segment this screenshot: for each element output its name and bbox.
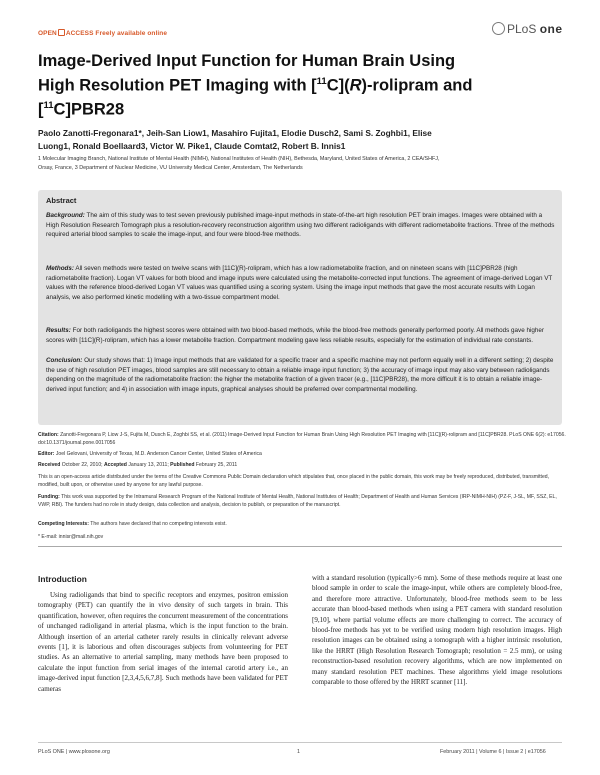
affiliation-line-2: Orsay, France, 3 Department of Nuclear Medicine, VU University Medical Center, Amsterdam, The Netherlands [38,165,303,172]
footer-divider [38,742,562,743]
intro-left-paragraph: Using radioligands that bind to specific receptors and enzymes, positron emission tomography (PET) can quantify the in vivo density of such targets in brain. This quantification, however, often requires the concurrent measurement of the concentrations of unchanged radioligand in arterial plasma, which is the input function to the brain. Although insertion of an arterial catheter rarely results in clinically relevant adverse events [1], it is laborious and often discourages subjects from volunteering for PET studies. As an alternative to arterial sampling, many methods have been proposed to calculate the input function from serial images of the internal carotid artery i.e., an image-derived input function [2,3,4,5,6,7,8]. Such methods have been validated for PET cameras [38,591,288,693]
introduction-heading: Introduction [38,574,87,584]
citation-label: Citation: [38,432,59,438]
affiliations [38,155,568,174]
funding [38,494,568,509]
open-access-text: ACCESS Freely available online [65,30,168,37]
logo-one: one [539,22,563,36]
abstract-results [46,326,556,345]
abstract-methods [46,264,556,302]
funding-text: This work was supported by the Intramural Research Program of the National Institute of Mental Health, National Institutes of Health; Department of Health and Human Services (IRP-NIMH-NIH) (PZ-F, J-SL, MF, SSZ, EL, VWP, RBI). The funders had no role in study design, data collection and analysis, decision to publish, or preparation of the manuscript. [38,494,557,508]
open-access-banner [38,29,167,37]
intro-right-column [312,573,562,687]
conclusion-label: Conclusion: [46,357,83,364]
citation-text: Zanotti-Fregonara P, Liow J-S, Fujita M, Dusch E, Zoghbi SS, et al. (2011) Image-Derived Input Function for Human Brain Using High Resolution PET Imaging with [11C](R)-rolipram and [11C]PBR28. PLoS ONE 6(2): e17056. doi:10.1371/journal.pone.0017056 [38,432,566,446]
abstract-heading: Abstract [46,196,77,205]
open-lock-icon [58,29,65,36]
title-line-1: Image-Derived Input Function for Human Brain Using [38,52,456,70]
background-text: The aim of this study was to test seven previously published image-input methods in state-of-the-art high resolution PET brain images. Images were obtained with a High Resolution Research Tomograph plus a resolution-recovery reconstruction algorithm using two different radioligands with different radiometabolite fractions. Three of the methods required arterial blood samples to scale the image-input, and four were blood-free methods. [46,212,555,239]
affiliation-line-1: 1 Molecular Imaging Branch, National Institute of Mental Health (NIMH), National Institutes of Health (NIH), Bethesda, Maryland, United States of America, 2 CEA/SHFJ, [38,156,440,162]
dates: Received October 22, 2010; Accepted January 13, 2011; Published February 25, 2011 [38,462,238,468]
funding-label: Funding: [38,494,60,500]
intro-left-column [38,590,288,694]
section-divider [38,546,562,547]
competing-label: Competing Interests: [38,521,89,527]
background-label: Background: [46,212,85,219]
logo-plos: PLoS [507,22,537,36]
editor [38,451,568,459]
author-list [38,127,568,153]
plos-one-logo [492,22,563,36]
methods-label: Methods: [46,265,74,272]
footer-issue: February 2011 | Volume 6 | Issue 2 | e17056 [440,749,546,755]
methods-text: All seven methods were tested on twelve scans with [11C](R)-rolipram, which has a low radiometabolite fraction, and on nineteen scans with [11C]PBR28 (high radiometabolite fraction). Logan VT values for both blood and image inputs were calculated using the metabolite-corrected input functions. The agreement of image-derived Logan VT values with the reference blood-derived Logan VT values was quantified using a scoring system. Using the image input methods that gave the most accurate results with Logan analysis, we also performed kinetic modelling with a two-tissue compartment model. [46,265,553,301]
plos-circle-icon [492,22,505,35]
abstract-background [46,211,556,240]
footer-page-number: 1 [297,749,300,755]
competing-text: The authors have declared that no competing interests exist. [88,521,227,527]
intro-right-paragraph: with a standard resolution (typically>6 mm). Some of these methods require at least one blood sample in order to scale the image-input, while others are completely blood-free, and therefore more attractive. Unfortunately, blood-free methods seem to be less accurate than blood-based methods when using a PET camera with standard resolution [9,10], where partial volume effects are more challenging to correct. The accuracy of blood-free methods has yet to be verified using modern high resolution images. High resolution images can be obtained using a tomograph with a higher intrinsic resolution, like the HRRT (High Resolution Research Tomograph; resolution = 2.5 mm), or using reconstruction-based resolution recovery algorithms, which are now implemented on many standard resolution PET machines. These algorithms yield image resolutions comparable to those offered by the HRRT scanner [11]. [312,574,562,687]
license: This is an open-access article distributed under the terms of the Creative Commons Public Domain declaration which stipulates that, once placed in the public domain, this work may be freely reproduced, distributed, transmitted, modified, built upon, or otherwise used by anyone for any lawful purpose. [38,474,550,488]
editor-label: Editor: [38,451,55,457]
author-line-1: Paolo Zanotti-Fregonara1*, Jeih-San Liow1, Masahiro Fujita1, Elodie Dusch2, Sami S. Zoghbi1, Elise [38,128,432,138]
competing-interests [38,521,568,529]
corresponding-email[interactable]: * E-mail: innisr@mail.nih.gov [38,534,104,540]
conclusion-text: Our study shows that: 1) Image input methods that are validated for a specific tracer and a specific machine may not perform equally well in a different setting; 2) despite the use of high resolution PET images, blood samples are still necessary to obtain a reliable image input function; 3) the accuracy of image input may also vary between radioligands depending on the magnitude of the radiometabolite fraction: the higher the metabolite fraction of a given tracer (e.g., [11C]PBR28), the more difficult it is to obtain a reliable image-derived input function; and 4) in association with image inputs, graphical analyses should be preferred over compartmental modelling. [46,357,554,393]
citation [38,432,568,447]
abstract-conclusion [46,356,556,394]
author-line-2: Luong1, Ronald Boellaard3, Victor W. Pike1, Claude Comtat2, Robert B. Innis1 [38,141,346,151]
title-line-2: High Resolution PET Imaging with [$^{11}$C](R)-rolipram and [38,75,473,94]
article-title [38,52,568,120]
results-label: Results: [46,327,71,334]
title-line-3: [$^{11}$C]PBR28 [38,99,125,118]
results-text: For both radioligands the highest scores were obtained with two blood-based methods, while the blood-free methods generally performed poorly. All methods gave higher scores with [11C](R)-rolipram, which has a lower metabolite fraction. Compartment modeling gave less reliable results, especially for the estimation of individual rate constants. [46,327,544,344]
open-access-prefix: OPEN [38,30,57,37]
editor-text: Joel Gelovani, University of Texas, M.D. Anderson Cancer Center, United States of America [54,451,262,457]
footer-journal: PLoS ONE | www.plosone.org [38,749,110,755]
